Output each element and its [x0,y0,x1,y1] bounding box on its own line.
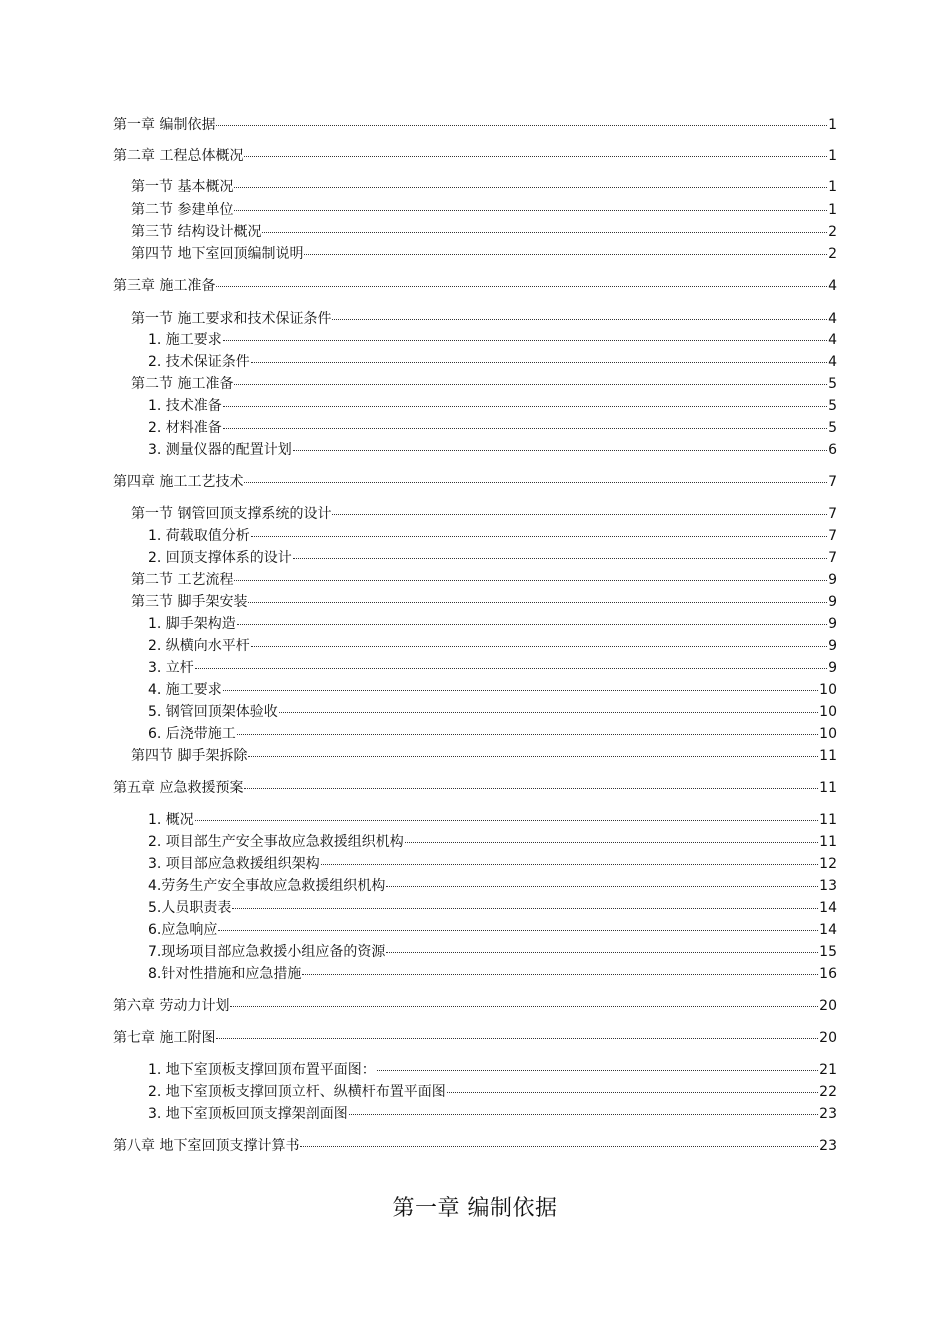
toc-entry-page: 4 [828,311,837,327]
toc-entry-label: 第六章 劳动力计划 [113,998,230,1014]
toc-entry[interactable] [148,1104,837,1124]
toc-entry[interactable] [148,898,837,918]
toc-dot-leader [332,319,827,320]
toc-entry[interactable] [113,115,837,135]
toc-dot-leader [244,482,827,483]
toc-dot-leader [248,756,818,757]
toc-entry-page: 13 [819,878,837,894]
toc-entry-page: 1 [828,202,837,218]
toc-entry[interactable] [148,396,837,416]
toc-entry-page: 5 [828,420,837,436]
toc-dot-leader [349,1114,818,1115]
toc-entry-label: 3. 地下室顶板回顶支撑架剖面图 [148,1106,348,1122]
toc-dot-leader [386,886,818,887]
toc-dot-leader [321,864,818,865]
toc-dot-leader [230,1006,818,1007]
toc-entry-page: 4 [828,278,837,294]
toc-entry[interactable] [148,964,837,984]
toc-dot-leader [302,974,818,975]
toc-entry-label: 第一章 编制依据 [113,117,216,133]
toc-entry-label: 1. 荷载取值分析 [148,528,250,544]
toc-entry[interactable] [113,1136,837,1156]
toc-entry[interactable] [148,548,837,568]
toc-dot-leader [234,187,827,188]
toc-entry-label: 7.现场项目部应急救援小组应备的资源 [148,944,386,960]
toc-dot-leader [232,908,818,909]
toc-entry-label: 第七章 施工附图 [113,1030,216,1046]
toc-entry[interactable] [148,702,837,722]
toc-entry[interactable] [113,276,837,296]
toc-entry[interactable] [131,244,837,264]
toc-entry[interactable] [148,636,837,656]
toc-dot-leader [244,156,827,157]
toc-dot-leader [234,580,827,581]
toc-entry[interactable] [148,526,837,546]
toc-entry-label: 第五章 应急救援预案 [113,780,244,796]
toc-dot-leader [377,1070,818,1071]
toc-entry-label: 6.应急响应 [148,922,218,938]
toc-entry-label: 第三节 脚手架安装 [131,594,248,610]
toc-entry-page: 9 [828,594,837,610]
toc-dot-leader [262,232,827,233]
toc-entry[interactable] [148,352,837,372]
section-heading: 第一章 编制依据 [392,1196,558,1221]
toc-dot-leader [405,842,818,843]
toc-entry-label: 8.针对性措施和应急措施 [148,966,302,982]
toc-dot-leader [223,428,827,429]
toc-entry-page: 7 [828,474,837,490]
toc-entry[interactable] [113,1028,837,1048]
toc-dot-leader [293,450,827,451]
toc-entry-label: 1. 施工要求 [148,332,222,348]
toc-entry-page: 20 [819,1030,837,1046]
toc-dot-leader [237,624,827,625]
toc-entry[interactable] [148,876,837,896]
toc-entry-page: 14 [819,922,837,938]
toc-entry[interactable] [131,309,837,329]
toc-entry-label: 第三章 施工准备 [113,278,216,294]
toc-entry-page: 7 [828,506,837,522]
toc-entry-page: 21 [819,1062,837,1078]
toc-entry-label: 3. 测量仪器的配置计划 [148,442,292,458]
toc-entry-page: 1 [828,179,837,195]
toc-entry-page: 2 [828,224,837,240]
toc-dot-leader [300,1146,818,1147]
toc-entry-label: 4.劳务生产安全事故应急救援组织机构 [148,878,386,894]
toc-entry[interactable] [131,746,837,766]
toc-entry-page: 7 [828,528,837,544]
toc-entry[interactable] [148,418,837,438]
toc-dot-leader [251,646,827,647]
toc-entry[interactable] [131,200,837,220]
toc-entry[interactable] [148,810,837,830]
toc-entry[interactable] [148,680,837,700]
toc-entry-page: 5 [828,376,837,392]
toc-dot-leader [223,406,827,407]
toc-entry[interactable] [148,942,837,962]
toc-entry-page: 1 [828,148,837,164]
toc-entry-page: 22 [819,1084,837,1100]
toc-entry-label: 1. 地下室顶板支撑回顶布置平面图： [148,1062,376,1078]
toc-entry-label: 2. 材料准备 [148,420,222,436]
toc-entry[interactable] [148,832,837,852]
toc-dot-leader [279,712,818,713]
toc-entry-page: 2 [828,246,837,262]
toc-dot-leader [195,820,818,821]
toc-entry-label: 5.人员职责表 [148,900,232,916]
toc-entry-label: 1. 脚手架构造 [148,616,236,632]
toc-dot-leader [223,690,818,691]
toc-entry[interactable] [148,1060,837,1080]
toc-entry-page: 11 [819,748,837,764]
toc-entry-page: 15 [819,944,837,960]
toc-entry[interactable] [148,854,837,874]
toc-entry-label: 第二节 工艺流程 [131,572,234,588]
toc-entry-label: 第四节 地下室回顶编制说明 [131,246,304,262]
toc-dot-leader [244,788,818,789]
toc-dot-leader [386,952,818,953]
toc-entry[interactable] [148,724,837,744]
toc-entry[interactable] [113,996,837,1016]
toc-entry-page: 9 [828,638,837,654]
toc-entry-label: 1. 概况 [148,812,194,828]
toc-entry-page: 9 [828,616,837,632]
toc-entry-label: 1. 技术准备 [148,398,222,414]
toc-entry[interactable] [131,177,837,197]
toc-dot-leader [216,1038,818,1039]
toc-entry-label: 2. 地下室顶板支撑回顶立杆、纵横杆布置平面图 [148,1084,446,1100]
toc-dot-leader [234,384,827,385]
toc-dot-leader [251,536,827,537]
toc-entry-label: 第一节 施工要求和技术保证条件 [131,311,332,327]
toc-entry-label: 第一节 钢管回顶支撑系统的设计 [131,506,332,522]
toc-entry[interactable] [148,1082,837,1102]
toc-dot-leader [447,1092,818,1093]
toc-entry-page: 14 [819,900,837,916]
toc-entry-page: 11 [819,812,837,828]
toc-entry[interactable] [148,440,837,460]
toc-entry-page: 11 [819,834,837,850]
toc-entry-label: 4. 施工要求 [148,682,222,698]
toc-entry-label: 第一节 基本概况 [131,179,234,195]
toc-entry-page: 9 [828,660,837,676]
toc-entry-page: 6 [828,442,837,458]
toc-entry-label: 第四章 施工工艺技术 [113,474,244,490]
toc-entry-label: 3. 项目部应急救援组织架构 [148,856,320,872]
toc-dot-leader [234,210,827,211]
toc-entry[interactable] [113,778,837,798]
toc-entry[interactable] [113,472,837,492]
toc-entry-page: 10 [819,704,837,720]
toc-entry[interactable] [113,146,837,166]
toc-entry[interactable] [148,330,837,350]
toc-dot-leader [304,254,827,255]
toc-entry-label: 2. 回顶支撑体系的设计 [148,550,292,566]
toc-dot-leader [223,340,827,341]
toc-entry-label: 3. 立杆 [148,660,194,676]
toc-dot-leader [251,362,827,363]
toc-entry-label: 2. 项目部生产安全事故应急救援组织机构 [148,834,404,850]
toc-dot-leader [195,668,827,669]
toc-entry-label: 5. 钢管回顶架体验收 [148,704,278,720]
toc-entry-page: 7 [828,550,837,566]
toc-entry-label: 第八章 地下室回顶支撑计算书 [113,1138,300,1154]
toc-entry[interactable] [131,570,837,590]
toc-entry-label: 6. 后浇带施工 [148,726,236,742]
toc-entry-label: 2. 技术保证条件 [148,354,250,370]
toc-entry-label: 第二节 参建单位 [131,202,234,218]
toc-entry-page: 11 [819,780,837,796]
toc-dot-leader [248,602,827,603]
toc-dot-leader [293,558,827,559]
toc-entry-page: 1 [828,117,837,133]
toc-entry[interactable] [131,592,837,612]
toc-entry-page: 10 [819,682,837,698]
toc-entry-page: 4 [828,354,837,370]
toc-entry-page: 9 [828,572,837,588]
toc-entry-label: 2. 纵横向水平杆 [148,638,250,654]
toc-entry[interactable] [131,504,837,524]
toc-entry[interactable] [131,222,837,242]
toc-entry-page: 23 [819,1138,837,1154]
toc-entry-label: 第二节 施工准备 [131,376,234,392]
toc-entry-page: 5 [828,398,837,414]
toc-entry[interactable] [148,658,837,678]
toc-entry[interactable] [148,920,837,940]
toc-entry[interactable] [131,374,837,394]
toc-dot-leader [237,734,818,735]
toc-entry-page: 16 [819,966,837,982]
toc-entry-page: 20 [819,998,837,1014]
toc-entry-page: 4 [828,332,837,348]
toc-dot-leader [216,286,827,287]
toc-entry-page: 23 [819,1106,837,1122]
toc-entry[interactable] [148,614,837,634]
toc-entry-label: 第三节 结构设计概况 [131,224,262,240]
toc-dot-leader [218,930,818,931]
toc-dot-leader [216,125,827,126]
toc-entry-label: 第二章 工程总体概况 [113,148,244,164]
toc-entry-page: 10 [819,726,837,742]
toc-dot-leader [332,514,827,515]
toc-entry-label: 第四节 脚手架拆除 [131,748,248,764]
toc-entry-page: 12 [819,856,837,872]
